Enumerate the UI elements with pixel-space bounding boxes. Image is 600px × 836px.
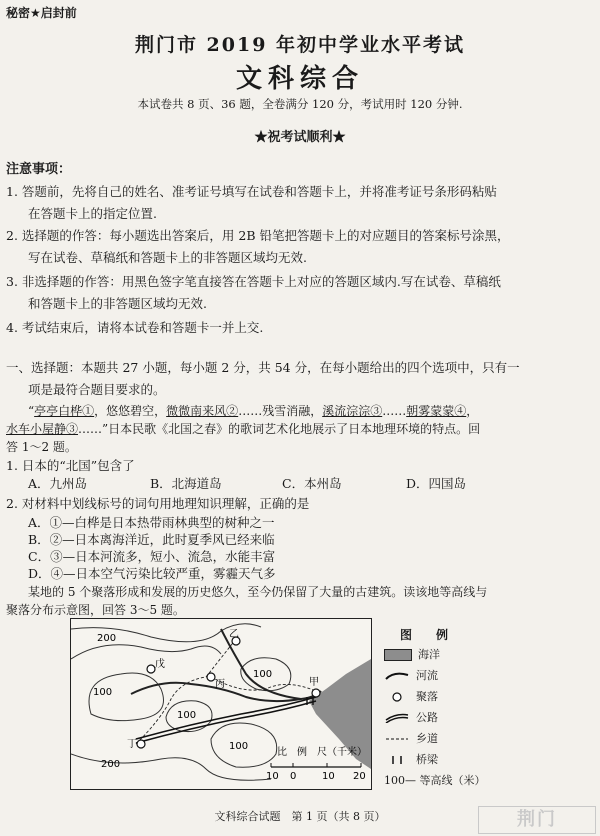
legend-label: 公路 [416,711,438,724]
exam-title: 荆门市 2019 年初中学业水平考试 [134,34,466,56]
sea-swatch [384,649,412,661]
underlined-phrase: 溪流淙淙③ [322,404,383,418]
contour-map [70,618,372,790]
question-2-option-d: D．④—日本空气污染比较严重，雾霾天气多 [28,566,276,581]
underlined-phrase: 亭亭白桦① [34,404,95,418]
legend-label: 海洋 [418,648,440,661]
passage-text: …… [382,404,407,418]
passage-line-3: 答 1～2 题。 [6,440,77,454]
scale-tick-label: 10 [322,771,335,782]
question-1-option-c: C．本州岛 [282,476,342,491]
secret-label: 秘密★启封前 [6,6,77,20]
legend-label: 聚落 [416,690,438,703]
passage-text: ，悠悠碧空， [94,404,167,418]
notes-title: 注意事项： [6,162,72,177]
contour-label: 100 [253,669,273,680]
scale-tick-label: 20 [353,771,366,782]
note-line: 4. 考试结束后，请将本试卷和答题卡一并上交. [6,320,264,335]
paper-info: 本试卷共 8 页、36 题，全卷满分 120 分，考试用时 120 分钟. [137,97,463,111]
question-1-option-d: D．四国岛 [406,476,467,491]
question-2-stem: 2. 对材料中划线标号的词句用地理知识理解，正确的是 [6,496,310,511]
note-line: 和答题卡上的非答题区域均无效. [28,296,207,311]
passage-line-1 [28,402,478,419]
legend-label: 桥梁 [416,753,438,766]
q3-intro-text-2: 聚落分布示意图，回答 3～5 题。 [6,603,185,617]
legend-item-sea [384,646,440,662]
passage-line-2 [6,420,480,437]
settlement-ding [137,740,145,748]
underlined-phrase: 朝雾蒙蒙④ [406,404,467,418]
contour-label: 100 [177,710,197,721]
contour-label: 200 [101,759,121,770]
settlement-bing [207,673,215,681]
legend-title: 图 例 [400,628,455,642]
legend-item-country-road [384,730,438,746]
settlement-wu [147,665,155,673]
question-1-option-a: A．九州岛 [28,476,88,491]
bridge-icon [384,755,410,765]
question-2-option-b: B．②—日本离海洋近，此时夏季风已经来临 [28,532,275,547]
note-line: 1. 答题前，先将自己的姓名、准考证号填写在试卷和答题卡上，并将准考证号条形码粘贴 [6,184,497,199]
passage-text: ……残雪消融， [238,404,323,418]
legend-label: 河流 [416,669,438,682]
scale-label: 比 例 尺（千米） [277,747,367,758]
highway [136,701,316,743]
river-icon [384,671,410,681]
passage-text: ， [466,404,479,418]
legend-label: 乡道 [416,732,438,745]
section-heading-cont: 项是最符合题目要求的。 [28,382,166,397]
exam-wish: ★祝考试顺利★ [254,130,346,145]
note-line: 2. 选择题的作答：每小题选出答案后，用 2B 铅笔把答题卡上的对应题目的答案标号涂黑， [6,228,510,243]
question-2-option-a: A．①—白桦是日本热带雨林典型的树种之一 [28,515,275,530]
section-heading: 一、选择题：本题共 27 小题，每小题 2 分，共 54 分，在每小题给出的四个选项中，只有一 [6,360,520,375]
settlement-label: 丁 [127,739,137,750]
legend-item-bridge [384,751,438,767]
scale-tick-label: 10 [266,771,279,782]
passage-text: ……”日本民歌《北国之春》的歌词艺术化地展示了日本地理环境的特点。回 [78,422,481,436]
legend-item-settlement [384,688,438,704]
contour-line [71,645,221,659]
legend-item-contour: 100— 等高线（米） [384,774,486,787]
note-line: 3. 非选择题的作答：用黑色签字笔直接答在答题卡上对应的答题区域内.写在试卷、草稿纸 [6,274,501,289]
contour-label: 100 [229,741,249,752]
question-2-option-c: C．③—日本河流多，短小、流急，水能丰富 [28,549,276,564]
settlement-icon [384,692,410,702]
scale-tick-label: 0 [290,771,297,782]
settlement-label: 乙 [229,629,239,640]
contour-label: 200 [97,633,117,644]
subject-title: 文科综合 [235,64,364,94]
map-drawing [71,619,371,789]
q3-intro-text-1: 某地的 5 个聚落形成和发展的历史悠久，至今仍保留了大量的古建筑。读该地等高线与 [28,585,488,599]
passage-text: “ [28,404,35,418]
question-1-stem: 1. 日本的“北国”包含了 [6,458,135,473]
country-road-icon [384,734,410,744]
contour-label: 100 [93,687,113,698]
question-1-option-b: B．北海道岛 [150,476,222,491]
settlement-jia [312,689,320,697]
settlement-label: 丙 [215,679,225,690]
note-line: 写在试卷、草稿纸和答题卡上的非答题区域均无效. [28,250,307,265]
underlined-phrase: 微微南来风② [166,404,239,418]
legend-item-river [384,667,438,683]
note-line: 在答题卡上的指定位置. [28,206,157,221]
page-footer: 文科综合试题 第 1 页（共 8 页） [214,810,386,823]
underlined-phrase: 水车小屋静③ [6,422,79,436]
settlement-label: 甲 [309,677,319,688]
highway-icon [384,713,410,723]
legend-item-highway [384,709,438,725]
legend-label: 等高线（米） [419,774,486,787]
legend-contour-value: 100 [384,774,405,787]
watermark-logo: 荆门 [478,806,596,834]
settlement-label: 戊 [155,659,165,670]
